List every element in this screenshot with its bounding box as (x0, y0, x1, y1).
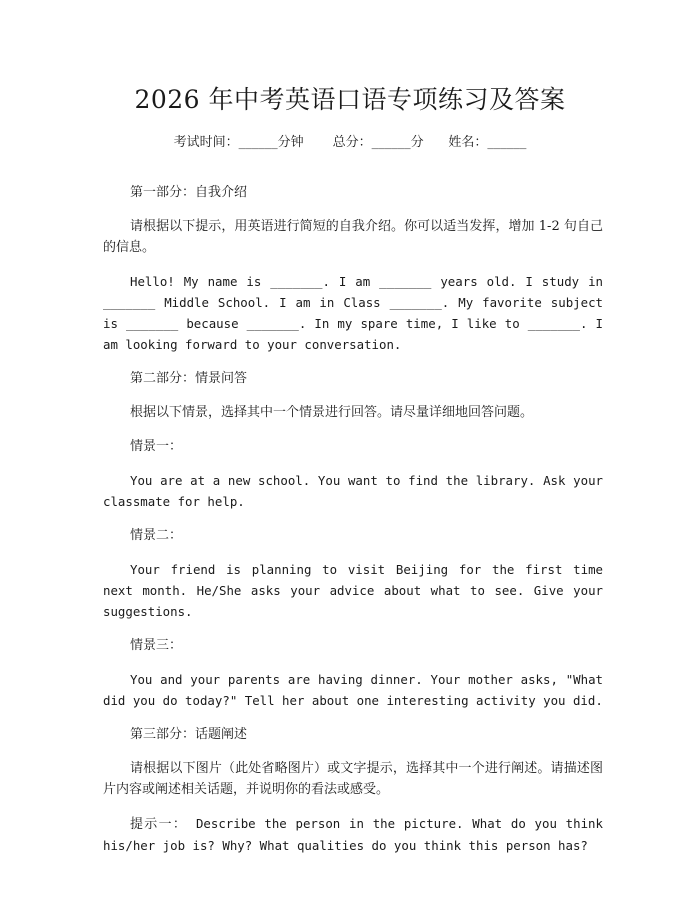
time-unit: 分钟 (277, 135, 304, 150)
time-label: 考试时间： (173, 135, 239, 150)
scene2-label: 情景二： (130, 528, 183, 543)
time-blank: ______ (238, 135, 278, 150)
part2-heading: 第二部分：情景问答 (130, 371, 248, 386)
scene2-text: Your friend is planning to visit Beijing for the first time next month. He/She asks your advice about what to see. Give your suggestions. (103, 562, 603, 619)
score-blank: ______ (371, 135, 411, 150)
part1-heading: 第一部分：自我介绍 (130, 185, 248, 200)
hint1-paragraph (103, 813, 603, 857)
part3-instruction: 请根据以下图片（此处省略图片）或文字提示，选择其中一个进行阐述。请描述图片内容或阐述相关话题，并说明你的看法或感受。 (103, 761, 603, 797)
score-label: 总分： (332, 135, 372, 150)
part1-template: Hello! My name is _______. I am _______ years old. I study in _______ Middle School. I am in Class _______. My favorite subject is _______ because _______. In my spare time, I like to _______. I am looking forward to your conversation. (103, 274, 603, 352)
scene3-label: 情景三： (130, 638, 183, 653)
score-unit: 分 (410, 135, 424, 150)
document-body (103, 182, 603, 857)
scene3-text: You and your parents are having dinner. Your mother asks, "What did you do today?" Tell her about one interesting activity you did. (103, 672, 603, 708)
name-label: 姓名： (448, 135, 488, 150)
hint1-label: 提示一： (130, 817, 188, 832)
exam-meta-line (0, 131, 700, 150)
scene1-text: You are at a new school. You want to find the library. Ask your classmate for help. (103, 473, 603, 509)
document-title: 2026 年中考英语口语专项练习及答案 (134, 85, 566, 114)
hint1-text: Describe the person in the picture. What do you think his/her job is? Why? What qualities do you think this person has? (103, 816, 603, 853)
part3-heading: 第三部分：话题阐述 (130, 727, 248, 742)
part2-instruction: 根据以下情景，选择其中一个情景进行回答。请尽量详细地回答问题。 (130, 405, 534, 420)
part1-instruction: 请根据以下提示，用英语进行简短的自我介绍。你可以适当发挥，增加 1-2 句自己的信息。 (103, 219, 603, 255)
scene1-label: 情景一： (130, 439, 183, 454)
name-blank: ______ (487, 135, 527, 150)
